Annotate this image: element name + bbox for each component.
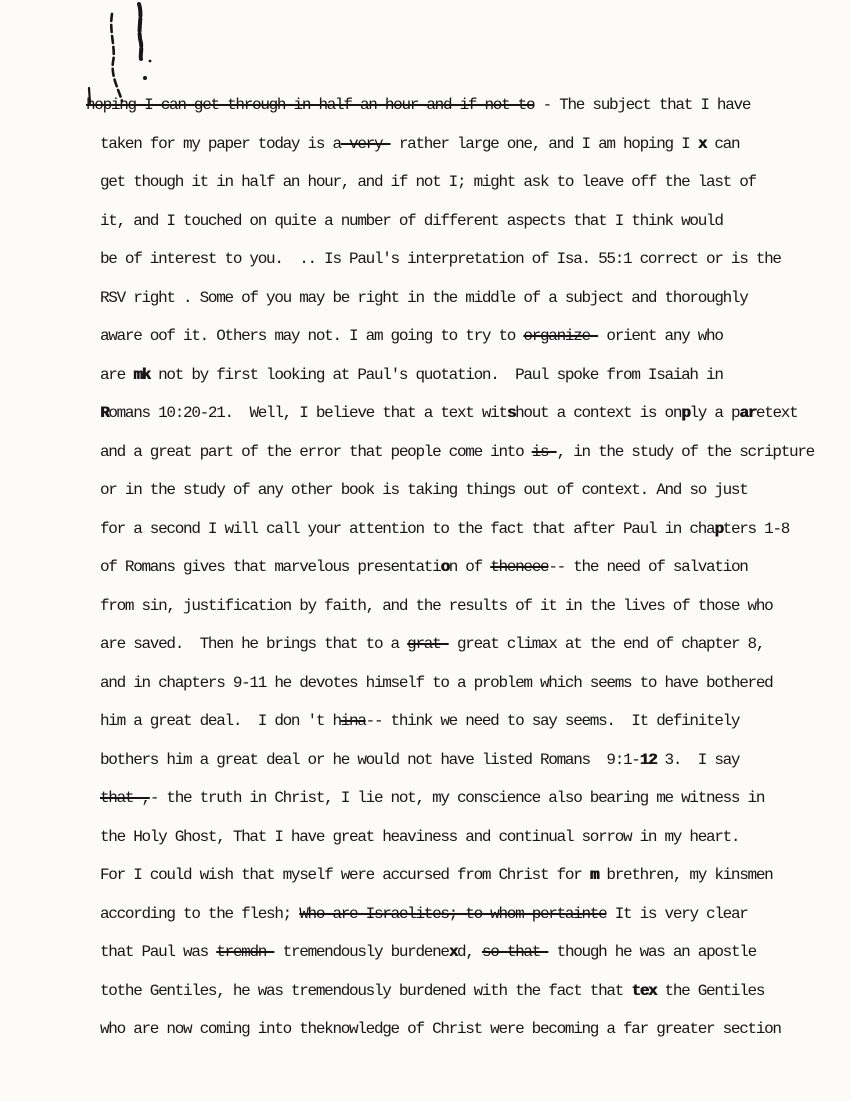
text-segment: tothe Gentiles, he was tremendously burdened with the fact that (100, 981, 632, 1000)
text-line (100, 356, 814, 395)
text-line (100, 471, 814, 510)
text-segment: tremendously burdene (274, 943, 449, 961)
text-line (100, 394, 814, 433)
text-segment: are saved. Then he brings that to a (100, 635, 408, 653)
struck-text: so that- (481, 943, 549, 961)
text-segment: -- the need of salvation (548, 558, 748, 576)
text-segment: brethren, my kinsmen (598, 866, 773, 884)
text-line (100, 741, 814, 780)
text-line (100, 125, 814, 164)
text-segment: get though it in half an hour, and if not I; might ask to leave off the last of (100, 173, 756, 191)
overstruck-text: mk (133, 365, 150, 384)
text-segment: of Romans gives that marvelous presentati (100, 558, 441, 576)
text-segment: that Paul was (100, 943, 217, 961)
text-segment: the Gentiles (656, 981, 765, 1000)
text-line (100, 895, 814, 934)
text-line (100, 972, 814, 1011)
text-line (100, 818, 814, 857)
text-segment: and a great part of the error that people come into (100, 442, 532, 461)
text-line (100, 279, 814, 318)
text-segment: n of (448, 558, 491, 576)
overstruck-text: tex (631, 981, 657, 1000)
text-segment: him a great deal. I don 't h (100, 712, 341, 730)
text-line (100, 702, 814, 741)
struck-text: grat- (407, 635, 449, 653)
overstruck-text: R (100, 404, 109, 422)
text-line (100, 1010, 814, 1049)
text-segment: who are now coming into theknowledge of Christ were becoming a far greater section (100, 1020, 781, 1038)
text-line (100, 548, 814, 587)
text-line (100, 664, 814, 703)
text-line (100, 202, 814, 241)
text-segment: etext (755, 404, 798, 422)
text-segment: , in the study of the scripture (556, 442, 814, 461)
text-segment: great climax at the end of chapter 8, (448, 635, 765, 653)
overstruck-text: p (714, 519, 723, 538)
text-segment: rather large one, and I am hoping I (390, 134, 698, 153)
text-segment: bothers him a great deal or he would not have listed Romans 9:1- (100, 750, 640, 769)
text-segment: are (100, 365, 134, 384)
struck-text: Who are Israelites; to whom pertainte (299, 904, 607, 923)
text-segment: It is very clear (606, 904, 748, 923)
text-segment: 3. I say (656, 750, 740, 769)
text-segment: be of interest to you. .. Is Paul's interpretation of Isa. 55:1 correct or is the (100, 250, 781, 268)
text-line (100, 625, 814, 664)
struck-text: theneee (490, 558, 549, 576)
ink-dot (143, 76, 147, 80)
document-text (86, 86, 814, 1049)
text-segment: taken for my paper today is a (100, 134, 341, 153)
overstruck-text: x (697, 134, 707, 153)
text-segment: from sin, justification by faith, and the results of it in the lives of those who (100, 596, 773, 615)
text-segment: and in chapters 9-11 he devotes himself to a problem which seems to have bothered (100, 673, 773, 692)
text-segment: can (706, 134, 740, 153)
text-segment: d, (457, 943, 482, 961)
struck-text: -very- (340, 134, 391, 153)
text-segment: according to the flesh; (100, 904, 300, 923)
struck-text: is- (531, 442, 557, 461)
text-segment: hout a context is on (515, 404, 682, 422)
text-line (100, 317, 814, 356)
struck-text: that , (100, 789, 150, 807)
text-line (100, 163, 814, 202)
text-segment: For I could wish that myself were accursed from Christ for (100, 866, 590, 884)
overstruck-text: s (506, 404, 516, 422)
overstruck-text: o (440, 558, 449, 576)
text-segment: orient any who (598, 327, 723, 345)
overstruck-text: x (448, 943, 458, 961)
text-segment: -- think we need to say seems. It definitely (365, 712, 740, 730)
text-line (100, 510, 814, 549)
text-segment: aware oof it. Others may not. I am going to try to (100, 327, 524, 345)
text-line (100, 933, 814, 972)
text-segment: ly a p (689, 404, 740, 422)
text-line (100, 433, 814, 472)
overstruck-text: m (589, 866, 599, 884)
text-segment: for a second I will call your attention to the fact that after Paul in cha (100, 519, 715, 538)
struck-text: hoping I can get through in half an hour and if not to (86, 96, 535, 114)
overstruck-text: 12 (639, 750, 657, 769)
text-segment: though he was an apostle (548, 943, 756, 961)
text-segment: RSV right . Some of you may be right in the middle of a subject and thoroughly (100, 288, 748, 307)
overstruck-text: ar (739, 404, 756, 422)
text-line (100, 856, 814, 895)
text-segment: or in the study of any other book is taking things out of context. And so just (100, 481, 748, 499)
text-segment: omans 10:20-21. Well, I believe that a text wit (108, 404, 507, 422)
right-ink-stroke (139, 4, 141, 59)
text-segment: the Holy Ghost, That I have great heaviness and continual sorrow in my heart. (100, 827, 740, 846)
text-segment: - the truth in Christ, I lie not, my conscience also bearing me witness in (149, 789, 765, 807)
text-segment: not by first looking at Paul's quotation. Paul spoke from Isaiah in (149, 365, 723, 384)
struck-text: organize- (523, 327, 599, 345)
text-line (100, 240, 814, 279)
text-line (86, 86, 814, 125)
text-line (100, 587, 814, 626)
text-segment: it, and I touched on quite a number of different aspects that I think would (100, 211, 723, 230)
text-segment: ters 1-8 (722, 519, 790, 538)
text-line (100, 779, 814, 818)
struck-text: ina (340, 712, 366, 730)
ink-dot (149, 60, 152, 63)
struck-text: tremdn- (216, 943, 275, 961)
overstruck-text: p (681, 404, 690, 422)
text-segment: - The subject that I have (534, 96, 751, 114)
